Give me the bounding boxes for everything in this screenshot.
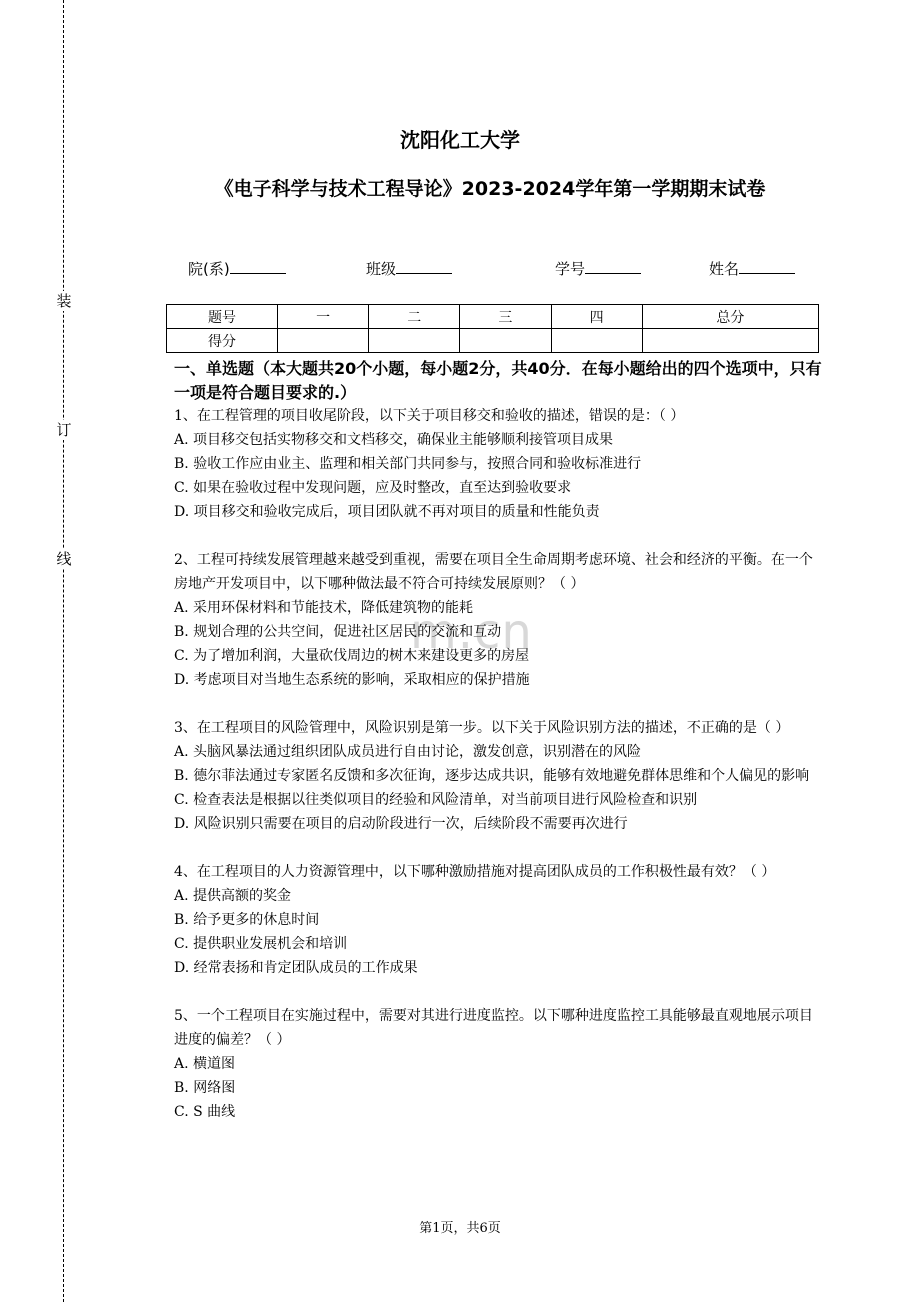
score-cell[interactable] [278,329,369,353]
dept-blank[interactable] [230,259,286,274]
question-option[interactable]: B. 给予更多的休息时间 [174,912,320,928]
question-item [174,548,818,692]
question-list [174,404,818,1148]
score-table-header-row [167,305,819,329]
question-option[interactable]: D. 考虑项目对当地生态系统的影响，采取相应的保护措施 [174,672,530,688]
question-option[interactable]: A. 头脑风暴法通过组织团队成员进行自由讨论，激发创意，识别潜在的风险 [174,744,642,760]
question-option[interactable]: A. 采用环保材料和节能技术，降低建筑物的能耗 [174,600,474,616]
student-id-field[interactable] [555,258,641,279]
score-table-score-row [167,329,819,353]
question-option[interactable]: A. 项目移交包括实物移交和文档移交，确保业主能够顺利接管项目成果 [174,432,614,448]
score-header-cell: 总分 [642,305,818,329]
name-field[interactable] [709,258,795,279]
score-cell[interactable] [551,329,642,353]
exam-title: 《电子科学与技术工程导论》2023-2024学年第一学期期末试卷 [214,178,766,200]
question-option[interactable]: D. 风险识别只需要在项目的启动阶段进行一次，后续阶段不需要再次进行 [174,816,628,832]
question-option[interactable]: B. 规划合理的公共空间，促进社区居民的交流和互动 [174,624,502,640]
score-cell[interactable] [369,329,460,353]
question-item [174,716,818,836]
name-label: 姓名 [709,260,740,278]
question-stem: 5、一个工程项目在实施过程中，需要对其进行进度监控。以下哪种进度监控工具能够最直观地展示项目进度的偏差？（ ） [174,1008,813,1048]
question-option[interactable]: C. 如果在验收过程中发现问题，应及时整改，直至达到验收要求 [174,480,572,496]
score-header-cell: 四 [551,305,642,329]
question-item [174,1004,818,1124]
question-stem: 2、工程可持续发展管理越来越受到重视，需要在项目全生命周期考虑环境、社会和经济的平衡。在一个房地产开发项目中，以下哪种做法最不符合可持续发展原则？（ ） [174,552,813,592]
question-item [174,860,818,980]
class-field[interactable] [366,258,452,279]
score-cell[interactable] [642,329,818,353]
question-stem: 4、在工程项目的人力资源管理中，以下哪种激励措施对提高团队成员的工作积极性最有效？（ ） [174,864,776,880]
question-option[interactable]: B. 网络图 [174,1080,236,1096]
question-option[interactable]: D. 项目移交和验收完成后，项目团队就不再对项目的质量和性能负责 [174,504,600,520]
question-stem: 1、在工程管理的项目收尾阶段，以下关于项目移交和验收的描述，错误的是：（ ） [174,408,685,424]
student-id-label: 学号 [555,260,586,278]
dept-label: 院(系) [188,260,230,278]
question-option[interactable]: C. 为了增加利润，大量砍伐周边的树木来建设更多的房屋 [174,648,530,664]
section-heading: 一、单选题（本大题共20个小题，每小题2分，共40分．在每小题给出的四个选项中，只有一项是符合题目要求的.） [174,359,822,402]
question-option[interactable]: B. 验收工作应由业主、监理和相关部门共同参与，按照合同和验收标准进行 [174,456,642,472]
page-footer: 第1页，共6页 [419,1221,501,1236]
score-row-label: 得分 [167,329,278,353]
question-stem: 3、在工程项目的风险管理中，风险识别是第一步。以下关于风险识别方法的描述，不正确的是（ ） [174,720,790,736]
score-header-cell: 一 [278,305,369,329]
student-id-blank[interactable] [585,259,641,274]
question-option[interactable]: C. 提供职业发展机会和培训 [174,936,348,952]
binding-char-zhuang: 装 [56,292,72,310]
class-label: 班级 [366,260,397,278]
score-header-cell: 二 [369,305,460,329]
binding-char-xian: 线 [56,550,72,568]
question-option[interactable]: D. 经常表扬和肯定团队成员的工作成果 [174,960,418,976]
watermark: m.cn [410,604,533,660]
binding-char-ding: 订 [56,421,72,439]
question-option[interactable]: A. 横道图 [174,1056,236,1072]
class-blank[interactable] [396,259,452,274]
university-name: 沈阳化工大学 [400,128,520,152]
score-table [166,304,819,353]
question-option[interactable]: C. S 曲线 [174,1104,236,1120]
score-header-cell: 题号 [167,305,278,329]
question-option[interactable]: A. 提供高额的奖金 [174,888,292,904]
question-item [174,404,818,524]
score-cell[interactable] [460,329,551,353]
dept-field[interactable] [188,258,286,279]
name-blank[interactable] [739,259,795,274]
score-header-cell: 三 [460,305,551,329]
question-option[interactable]: B. 德尔菲法通过专家匿名反馈和多次征询，逐步达成共识，能够有效地避免群体思维和个人偏见的影响 [174,768,810,784]
question-option[interactable]: C. 检查表法是根据以往类似项目的经验和风险清单，对当前项目进行风险检查和识别 [174,792,698,808]
